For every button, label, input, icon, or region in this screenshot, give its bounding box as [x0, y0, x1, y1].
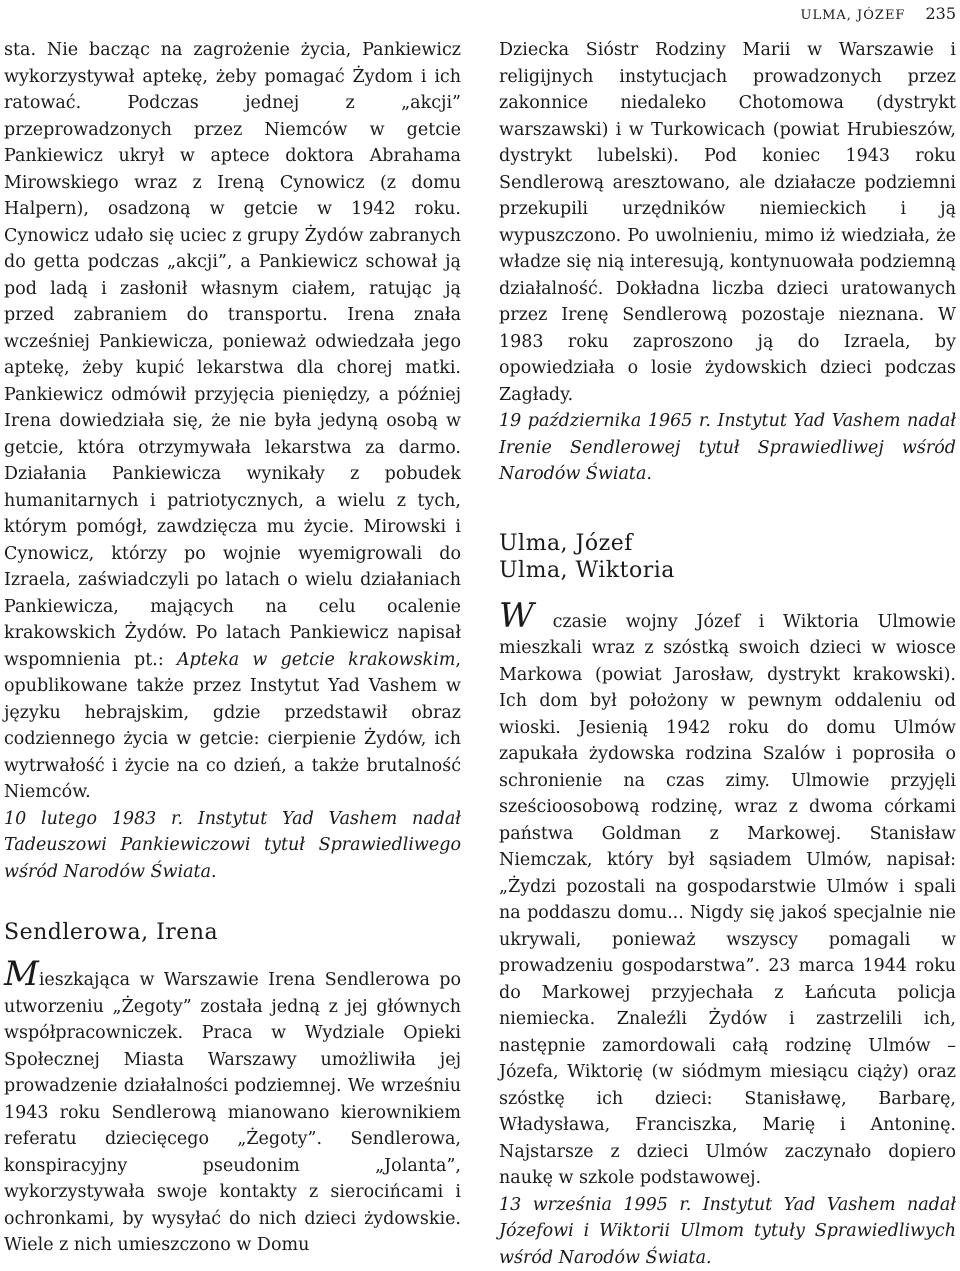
pankiewicz-book-title: Apteka w getcie krakowskim	[177, 650, 456, 670]
running-title: ULMA, JÓZEF	[800, 8, 905, 23]
sendlerowa-text: ieszkająca w Warszawie Irena Sendlerowa po utworzeniu „Żegoty” została jedną z jej głównych współpracowniczek. Praca w Wydziale Opieki Społecznej Miasta Warszawy umożliwiła jej prowadzenie działalności podziemnej. We wrześniu 1943 roku Sendlerową mianowano kierownikiem referatu dziecięcego „Żegoty”. Sendlerowa, konspiracyjny pseudonim „Jolanta”, wykorzystywała swoje kontakty z sierocińcami i ochronkami, by wysyłać do nich dzieci żydowskie. Wiele z nich umieszczono w Domu	[4, 970, 461, 1255]
ulma-text: czasie wojny Józef i Wiktoria Ulmowie mieszkali wraz z szóstką swoich dzieci w wiosce Markowa (powiat Jarosław, dystrykt krakowski). Ich dom był położony w pewnym oddaleniu od wioski. Jesienią 1942 roku do domu Ulmów zapukała żydowska rodzina Szalów i poprosiła o schronienie na czas zimy. Ulmowie przyjęli sześcioosobową rodzinę, wraz z dwoma córkami państwa Goldman z Markowej. Stanisław Niemczak, który był sąsiadem Ulmów, napisał: „Żydzi pozostali na gospodarstwie Ulmów i spali na poddaszu domu... Nigdy się jakoś specjalnie nie ukrywali, ponieważ wszyscy pomagali w prowadzeniu gospodarstwa”. 23 marca 1944 roku do Markowej przyjechała z Łańcuta policja niemiecka. Znaleźli Żydów i zastrzelili ich, następnie zamordowali całą rodzinę Ulmów – Józefa, Wiktorię (w siódmym miesiącu ciąży) oraz szóstkę ich dzieci: Stanisławę, Barbarę, Władysława, Franciszka, Marię i Antoninę. Najstarsze z dzieci Ulmów zaczynało dopiero naukę w szkole podstawowej.	[499, 612, 956, 1189]
pankiewicz-award: 10 lutego 1983 r. Instytut Yad Vashem nadał Tadeuszowi Pankiewiczowi tytuł Sprawiedliwego wśród Narodów Świata.	[4, 806, 461, 886]
ulma-paragraph	[499, 606, 956, 1192]
right-column	[499, 37, 956, 1271]
pankiewicz-paragraph	[4, 37, 461, 806]
ulma-heading	[499, 530, 956, 584]
ulma-heading-wiktoria: Ulma, Wiktoria	[499, 558, 675, 583]
ulma-dropcap: W	[499, 596, 532, 636]
page-number: 235	[925, 4, 956, 23]
sendlerowa-paragraph-cont: Dziecka Sióstr Rodziny Marii w Warszawie i religijnych instytucjach prowadzonych przez zakonnice niedaleko Chotomowa (dystrykt warszawski) i w Turkowicach (powiat Hrubieszów, dystrykt lubelski). Pod koniec 1943 roku Sendlerową aresztowano, ale działacze podziemni przekupili urzędników niemieckich i ją wypuszczono. Po uwolnieniu, mimo iż wiedziała, że władze się nią interesują, kontynuowała podziemną działalność. Dokładna liczba dzieci uratowanych przez Irenę Sendlerową pozostaje nieznana. W 1983 roku zaproszono ją do Izraela, by opowiedziała o losie żydowskich dzieci podczas Zagłady.	[499, 37, 956, 408]
sendlerowa-heading: Sendlerowa, Irena	[4, 919, 461, 946]
sendlerowa-award: 19 października 1965 r. Instytut Yad Vashem nadał Irenie Sendlerowej tytuł Sprawiedliwej wśród Narodów Świata.	[499, 408, 956, 488]
sendlerowa-paragraph	[4, 964, 461, 1259]
running-header	[800, 4, 956, 23]
pankiewicz-text-1: sta. Nie bacząc na zagrożenie życia, Pankiewicz wykorzystywał aptekę, żeby pomagać Żydom i ich ratować. Podczas jednej z „akcji” przeprowadzonych przez Niemców w getcie Pankiewicz ukrył w aptece doktora Abrahama Mirowskiego wraz z Ireną Cynowicz (z domu Halpern), osadzoną w getcie w 1942 roku. Cynowicz udało się uciec z grupy Żydów zabranych do getta podczas „akcji”, a Pankiewicz schował ją pod ladą i zasłonił własnym ciałem, ratując ją przed zabraniem do transportu. Irena znała wcześniej Pankiewicza, ponieważ odwiedzała jego aptekę, żeby kupić lekarstwa dla chorej matki. Pankiewicz odmówił przyjęcia pieniędzy, a później Irena dowiedziała się, że nie była jedyną osobą w getcie, która otrzymywała lekarstwa za darmo. Działania Pankiewicza wynikały z pobudek humanitarnych i patriotycznych, a wielu z tych, którym pomógł, zawdzięcza mu życie. Mirowski i Cynowicz, którzy po wojnie wyemigrowali do Izraela, zaświadczyli po latach o wielu działaniach Pankiewicza, mających na celu ocalenie krakowskich Żydów. Po latach Pankiewicz napisał wspomnienia pt.:	[4, 40, 461, 670]
ulma-award: 13 września 1995 r. Instytut Yad Vashem nadał Józefowi i Wiktorii Ulmom tytuły Sprawiedliwych wśród Narodów Świata.	[499, 1192, 956, 1271]
ulma-heading-jozef: Ulma, Józef	[499, 531, 633, 556]
left-column	[4, 37, 461, 1259]
pankiewicz-text-2: , opublikowane także przez Instytut Yad Vashem w języku hebrajskim, gdzie przedstawił obraz codziennego życia w getcie: cierpienie Żydów, ich wytrwałość i życie na co dzień, a także brutalność Niemców.	[4, 650, 461, 803]
sendlerowa-dropcap: M	[4, 954, 37, 994]
